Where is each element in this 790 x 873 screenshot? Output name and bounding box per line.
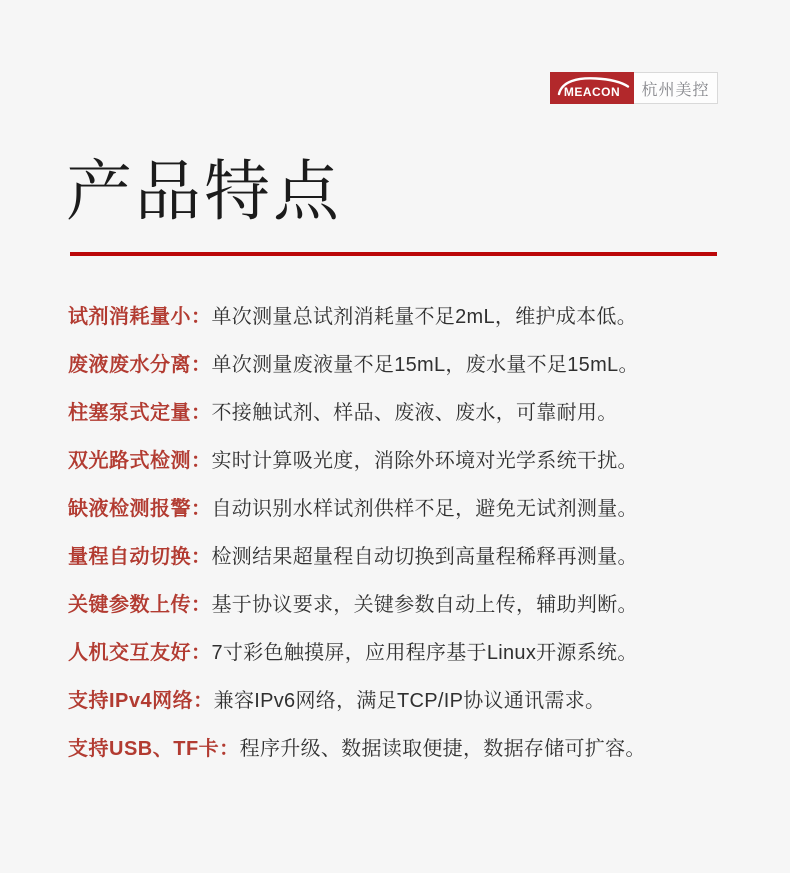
- feature-label: 量程自动切换：: [68, 546, 212, 568]
- feature-desc: 自动识别水样试剂供样不足，避免无试剂测量。: [211, 498, 638, 520]
- feature-label: 双光路式检测：: [68, 450, 212, 472]
- feature-row: [68, 533, 730, 581]
- feature-label: 废液废水分离：: [68, 354, 212, 376]
- brand-wordmark: MEACON: [563, 85, 621, 99]
- feature-label: 缺液检测报警：: [68, 498, 212, 520]
- feature-desc: 7寸彩色触摸屏，应用程序基于Linux开源系统。: [211, 642, 638, 664]
- feature-label: 关键参数上传：: [68, 594, 212, 616]
- feature-label: 试剂消耗量小：: [68, 306, 212, 328]
- feature-desc: 不接触试剂、样品、废液、废水，可靠耐用。: [211, 402, 618, 424]
- feature-row: [68, 677, 730, 725]
- feature-label: 柱塞泵式定量：: [68, 402, 212, 424]
- feature-label: 支持IPv4网络：: [68, 690, 214, 712]
- feature-label: 人机交互友好：: [68, 642, 212, 664]
- feature-row: [68, 725, 730, 773]
- company-name: 杭州美控: [634, 72, 718, 104]
- feature-desc: 基于协议要求，关键参数自动上传，辅助判断。: [211, 594, 638, 616]
- feature-desc: 实时计算吸光度，消除外环境对光学系统干扰。: [211, 450, 638, 472]
- feature-row: [68, 389, 730, 437]
- page-title: 产品特点: [66, 154, 342, 228]
- feature-row: [68, 437, 730, 485]
- feature-row: [68, 293, 730, 341]
- feature-list: [68, 293, 730, 773]
- feature-row: [68, 581, 730, 629]
- feature-row: [68, 629, 730, 677]
- title-underline-rule: [70, 252, 717, 256]
- feature-desc: 单次测量废液量不足15mL，废水量不足15mL。: [211, 354, 639, 376]
- feature-desc: 检测结果超量程自动切换到高量程稀释再测量。: [211, 546, 638, 568]
- feature-row: [68, 485, 730, 533]
- feature-row: [68, 341, 730, 389]
- feature-label: 支持USB、TF卡：: [68, 738, 240, 760]
- brand-logo-mark: [550, 72, 634, 104]
- feature-desc: 程序升级、数据读取便捷，数据存储可扩容。: [239, 738, 646, 760]
- brand-logo: [550, 72, 718, 104]
- feature-desc: 单次测量总试剂消耗量不足2mL，维护成本低。: [211, 306, 638, 328]
- feature-desc: 兼容IPv6网络，满足TCP/IP协议通讯需求。: [213, 690, 606, 712]
